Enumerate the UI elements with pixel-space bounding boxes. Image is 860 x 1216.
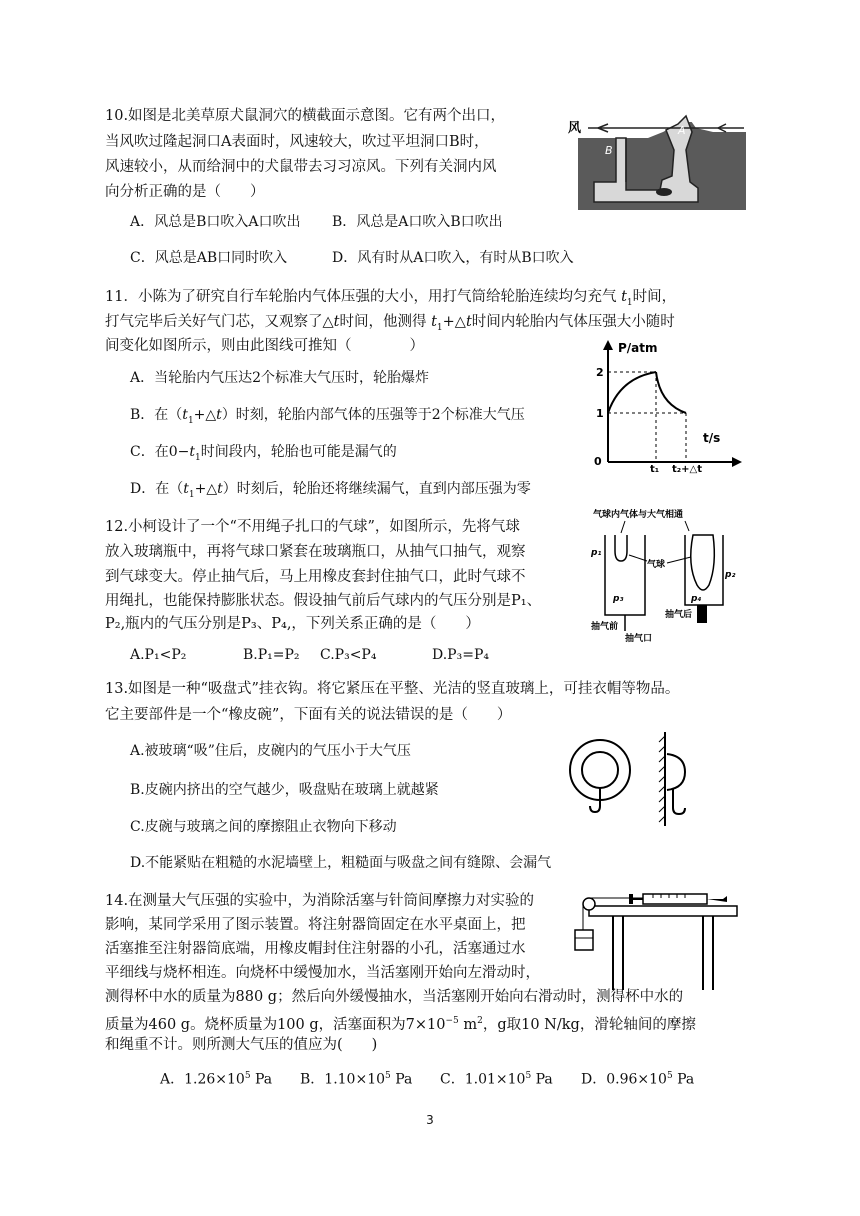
q12-line-3: 到气球变大。停止抽气后，马上用橡皮套封住抽气口，此时气球不 <box>105 569 526 585</box>
q12-option-a: A.P₁<P₂ <box>130 647 187 663</box>
label-after: 抽气后 <box>665 610 693 620</box>
q11-line-1: 11．小陈为了研究自行车轮胎内气体压强的大小，用打气筒给轮胎连续均匀充气 $t_1$时间， <box>105 289 677 308</box>
q14-line-6: 质量为460 g。烧杯质量为100 g，活塞面积为$7\times 10^{-5}$ $m^2$，g取10 N/kg，滑轮轴间的摩擦 <box>105 1016 696 1033</box>
q12-line-4: 用绳扎，也能保持膨胀状态。假设抽气前后气球内的气压分别是P₁、 <box>105 593 542 609</box>
q11-option-b: B．在$(t_1+\triangle t)$时刻，轮胎内部气体的压强等于2个标准大气压 <box>130 407 525 426</box>
label-balloon: 气球 <box>647 560 666 570</box>
graph-tick-2: 2 <box>596 366 604 379</box>
q10-option-b: B．风总是A口吹入B口吹出 <box>332 214 503 230</box>
label-p3: p₃ <box>613 594 624 604</box>
q13-option-a: A.被玻璃“吸”住后，皮碗内的气压小于大气压 <box>130 743 411 759</box>
label-p2: p₂ <box>725 570 736 580</box>
q11-option-a: A．当轮胎内气压达2个标准大气压时，轮胎爆炸 <box>130 370 430 386</box>
pressure-graph <box>590 338 750 474</box>
q11-line-3: 间变化如图所示，则由此图线可推知（ ） <box>105 338 424 354</box>
graph-tick-t2: t₂+△t <box>672 464 703 474</box>
q10-option-d: D．风有时从A口吹入，有时从B口吹入 <box>332 250 574 266</box>
q13-line-2: 它主要部件是一个“橡皮碗”，下面有关的说法错误的是（ ） <box>105 707 512 723</box>
graph-xlabel: t/s <box>703 431 721 445</box>
q14-option-c: C．$1.01\times 10^5$ Pa <box>440 1071 553 1088</box>
graph-ylabel: P/atm <box>618 341 658 355</box>
q10-line-4: 向分析正确的是（ ） <box>105 184 265 200</box>
graph-tick-1: 1 <box>596 407 604 420</box>
q13-option-b: B.皮碗内挤出的空气越少，吸盘贴在玻璃上就越紧 <box>130 782 439 798</box>
label-before: 抽气前 <box>591 622 619 632</box>
q11-line-2: 打气完毕后关好气门芯，又观察了△t时间，他测得 $t_1+\triangle t$时间内轮胎内气体压强大小随时 <box>105 314 675 333</box>
q10-line-2: 当风吹过隆起洞口A表面时，风速较大，吹过平坦洞口B时， <box>105 134 489 150</box>
wind-label: 风 <box>568 121 582 136</box>
q14-line-4: 平细线与烧杯相连。向烧杯中缓慢加水，当活塞刚开始向左滑动时， <box>105 965 540 981</box>
q14-line-3: 活塞推至注射器筒底端，用橡皮帽封住注射器的小孔，活塞通过水 <box>105 941 526 957</box>
syringe-apparatus-diagram <box>573 892 741 990</box>
q10-line-3: 风速较小，从而给洞中的犬鼠带去习习凉风。下列有关洞内风 <box>105 159 497 175</box>
q11-option-d: D．在$(t_1+\triangle t)$时刻后，轮胎还将继续漏气，直到内部压强为零 <box>130 481 531 500</box>
q12-line-5: P₂,瓶内的气压分别是P₃、P₄,，下列关系正确的是（ ） <box>105 616 480 632</box>
q12-option-b: B.P₁=P₂ <box>243 647 300 663</box>
label-p4: p₄ <box>691 594 702 604</box>
q14-option-b: B．$1.10\times 10^5$ Pa <box>300 1071 413 1088</box>
balloon-bottle-diagram <box>585 505 755 645</box>
caption-top: 气球内气体与大气相通 <box>593 510 684 520</box>
q12-line-2: 放入玻璃瓶中，再将气球口紧套在玻璃瓶口，从抽气口抽气，观察 <box>105 544 526 560</box>
label-a: A <box>678 124 686 137</box>
burrow-diagram <box>568 110 754 212</box>
label-p1: p₁ <box>591 548 602 558</box>
q10-option-a: A．风总是B口吹入A口吹出 <box>130 214 301 230</box>
label-port: 抽气口 <box>625 634 653 644</box>
q14-line-1: 14.在测量大气压强的实验中，为消除活塞与针筒间摩擦力对实验的 <box>105 893 535 909</box>
q13-line-1: 13.如图是一种“吸盘式”挂衣钩。将它紧压在平整、光洁的竖直玻璃上，可挂衣帽等物品。 <box>105 681 680 697</box>
q14-line-5: 测得杯中水的质量为880 g；然后向外缓慢抽水，当活塞刚开始向右滑动时，测得杯中水的 <box>105 989 684 1005</box>
label-b: B <box>605 144 613 157</box>
q13-option-d: D.不能紧贴在粗糙的水泥墙壁上，粗糙面与吸盘之间有缝隙、会漏气 <box>130 855 552 871</box>
q10-option-c: C．风总是AB口同时吹入 <box>130 250 288 266</box>
page-number: 3 <box>426 1113 434 1127</box>
q12-option-c: C.P₃<P₄ <box>320 647 377 663</box>
q13-option-c: C.皮碗与玻璃之间的摩擦阻止衣物向下移动 <box>130 819 397 835</box>
q14-line-7: 和绳重不计。则所测大气压的值应为( ) <box>105 1037 378 1053</box>
suction-hook-diagram <box>565 728 705 832</box>
q10-line-1: 10.如图是北美草原犬鼠洞穴的横截面示意图。它有两个出口， <box>105 108 506 124</box>
graph-origin: 0 <box>594 455 602 468</box>
q12-option-d: D.P₃=P₄ <box>432 647 489 663</box>
q14-option-a: A．$1.26\times 10^5$ Pa <box>160 1071 273 1088</box>
q14-line-2: 影响，某同学采用了图示装置。将注射器筒固定在水平桌面上，把 <box>105 917 526 933</box>
q14-option-d: D．$0.96\times 10^5$ Pa <box>581 1071 695 1088</box>
q12-line-1: 12.小柯设计了一个“不用绳子扎口的气球”，如图所示，先将气球 <box>105 519 520 535</box>
q11-option-c: C．在$0-t_1$时间段内，轮胎也可能是漏气的 <box>130 444 397 463</box>
graph-tick-t1: t₁ <box>650 464 660 474</box>
